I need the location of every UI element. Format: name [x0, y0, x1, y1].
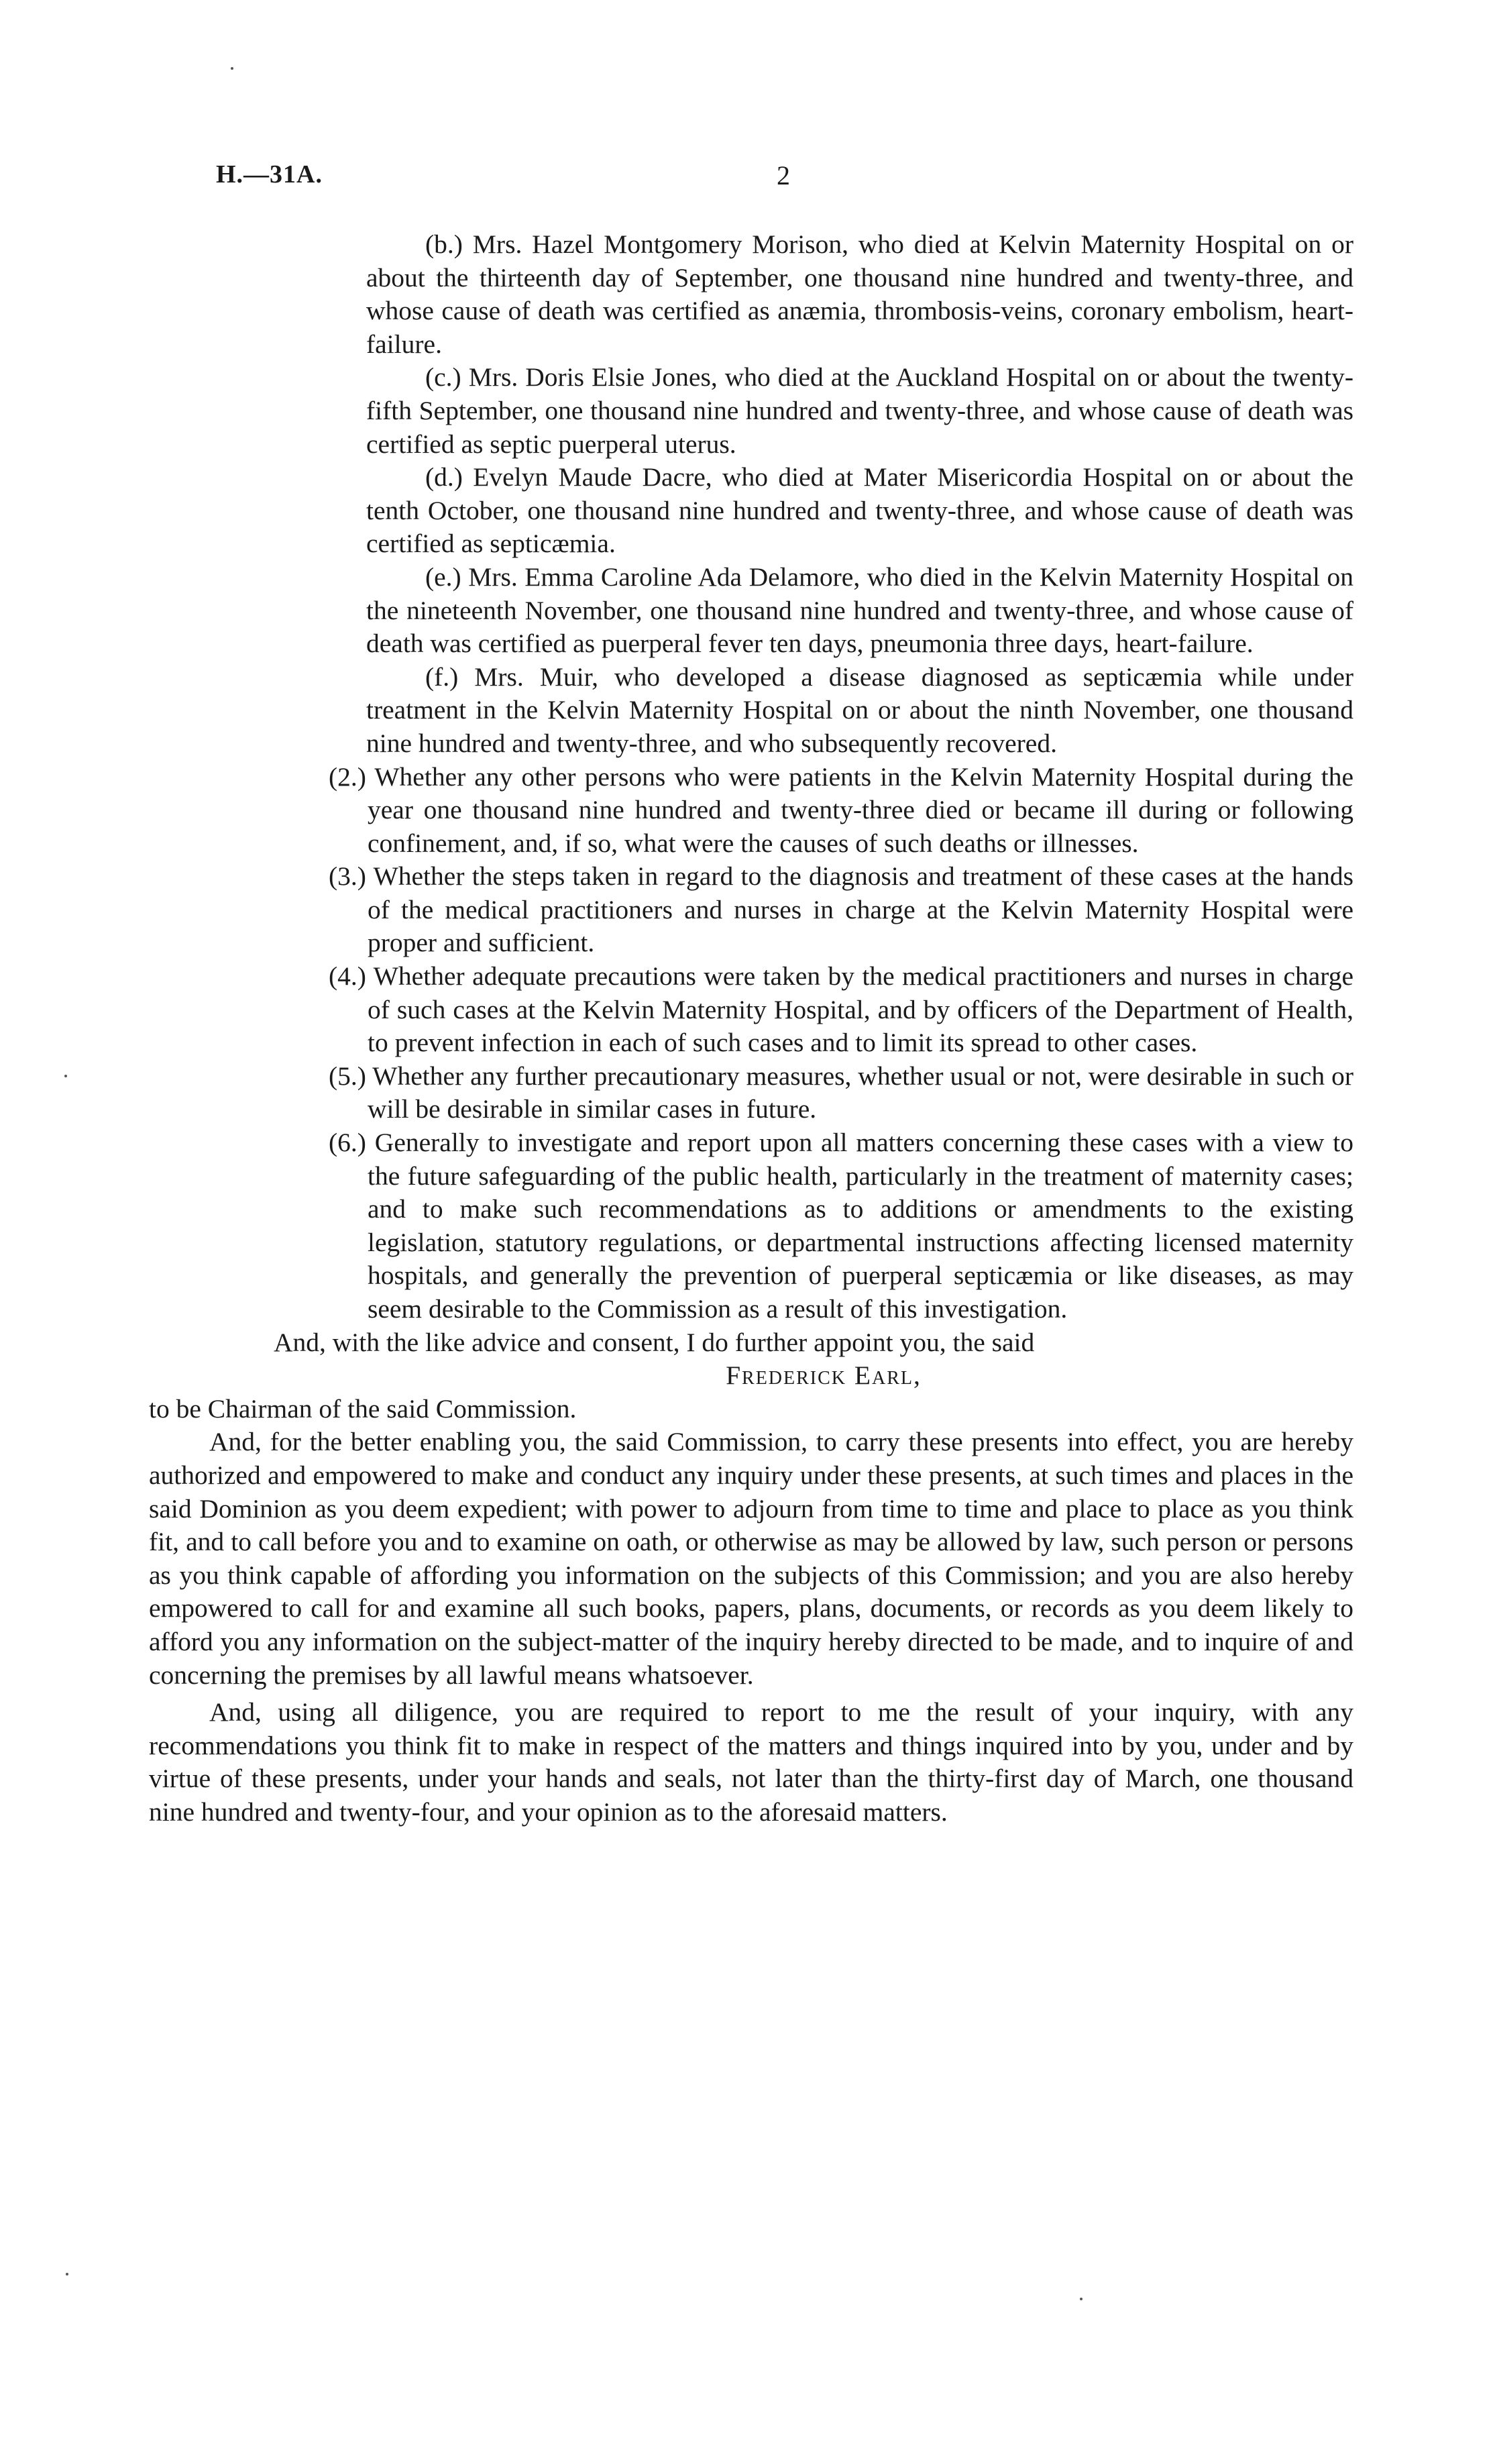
- item-e-text: (e.) Mrs. Emma Caroline Ada Delamore, who died in the Kelvin Maternity Hospital on the nineteenth November, one thousand nine hundred and twenty-three, and whose cause of death was certified as puerperal fever ten days, pneumonia three days, heart-failure.: [366, 561, 1353, 659]
- scan-speck: [231, 67, 233, 70]
- item-d: [213, 461, 1353, 561]
- chairman-line: to be Chairman of the said Commission.: [149, 1393, 577, 1424]
- item-f-text: (f.) Mrs. Muir, who developed a disease diagnosed as septicæmia while under treatment in the Kelvin Maternity Hospital on or about the ninth November, one thousand nine hundred and twenty-three, and who subsequently recovered.: [366, 661, 1353, 758]
- clause-5: (5.) Whether any further precautionary measures, whether usual or not, were desirable in such or will be desirable in similar cases in future.: [329, 1061, 1353, 1124]
- item-e: [213, 561, 1353, 661]
- item-d-text: (d.) Evelyn Maude Dacre, who died at Mater Misericordia Hospital on or about the tenth October, one thousand nine hundred and twenty-three, and whose cause of death was certified as septicæmia.: [366, 462, 1353, 559]
- document-reference: H.—31A.: [216, 160, 323, 189]
- clause-4: (4.) Whether adequate precautions were taken by the medical practitioners and nurses in charge of such cases at the Kelvin Maternity Hospital, and by officers of the Department of Health, to prevent infection in each of such cases and to limit its spread to other cases.: [329, 961, 1353, 1058]
- scan-speck: [64, 1075, 67, 1077]
- scan-speck: [1080, 2298, 1083, 2300]
- item-b-text: (b.) Mrs. Hazel Montgomery Morison, who died at Kelvin Maternity Hospital on or about the thirteenth day of September, one thousand nine hundred and twenty-three, and whose cause of death was certified as anæmia, thrombosis-veins, coronary embolism, heart-failure.: [366, 229, 1353, 359]
- diligence-paragraph: And, using all diligence, you are required to report to me the result of your inquiry, with any recommendations you think fit to make in respect of the matters and things inquired into by you, under and by virtue of these presents, under your hands and seals, not later than the thirty-first day of March, one thousand nine hundred and twenty-four, and your opinion as to the aforesaid matters.: [149, 1697, 1353, 1827]
- item-c: [213, 361, 1353, 461]
- enabling-paragraph: And, for the better enabling you, the said Commission, to carry these presents into effect, you are hereby authorized and empowered to make and conduct any inquiry under these presents, at such times and places in the said Dominion as you deem expedient; with power to adjourn from time to time and place to place as you think fit, and to call before you and to examine on oath, or otherwise as may be allowed by law, such person or persons as you think capable of affording you information on the subjects of this Commission; and you are also hereby empowered to call for and examine all such books, papers, plans, documents, or records as you deem likely to afford you any information on the subject-matter of the inquiry hereby directed to be made, and to inquire of and concerning the premises by all lawful means whatsoever.: [149, 1427, 1353, 1690]
- body-text: [149, 228, 1353, 1829]
- item-c-text: (c.) Mrs. Doris Elsie Jones, who died at the Auckland Hospital on or about the twenty-fifth September, one thousand nine hundred and twenty-three, and whose cause of death was certified as septic puerperal uterus.: [366, 362, 1353, 459]
- chairman-name: Frederick Earl,: [726, 1360, 922, 1391]
- clause-6: (6.) Generally to investigate and report upon all matters concerning these cases with a view to the future safeguarding of the public health, particularly in the treatment of maternity cases; and to make such recommendations as to additions or amendments to the existing legislation, statutory regulations, or departmental instructions affecting licensed maternity hospitals, and generally the prevention of puerperal septicæmia or like diseases, as may seem desirable to the Commission as a result of this investigation.: [329, 1128, 1353, 1324]
- appoint-line: And, with the like advice and consent, I do further appoint you, the said: [274, 1327, 1035, 1357]
- clause-3: (3.) Whether the steps taken in regard to the diagnosis and treatment of these cases at the hands of the medical practitioners and nurses in charge at the Kelvin Maternity Hospital were proper and sufficient.: [329, 861, 1353, 958]
- item-b: [213, 228, 1353, 361]
- clause-2: (2.) Whether any other persons who were patients in the Kelvin Maternity Hospital during the year one thousand nine hundred and twenty-three died or became ill during or following confinement, and, if so, what were the causes of such deaths or illnesses.: [329, 761, 1353, 858]
- scan-speck: [66, 2273, 68, 2275]
- item-f: [213, 661, 1353, 761]
- page-number: 2: [777, 160, 790, 191]
